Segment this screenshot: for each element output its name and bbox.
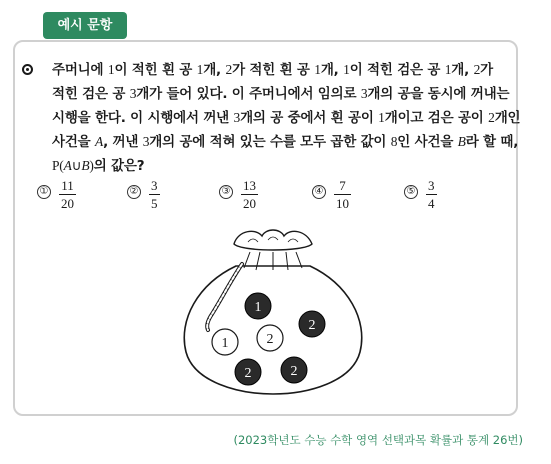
question-line-4: 사건을 A, 꺼낸 3개의 공에 적혀 있는 수를 모두 곱한 값이 8인 사건을 B라 할 때, [52,134,519,150]
svg-text:1: 1 [254,300,262,315]
choice-number: ① [37,185,51,199]
ball-black-3 [235,359,261,385]
question-line-3: 시행을 한다. 이 시행에서 꺼낸 3개의 공 중에서 흰 공이 1개이고 검은 공이 2개인 [52,110,521,126]
choice-fraction: 3 4 [428,178,435,211]
choice-number: ② [127,185,141,199]
ball-white-1 [212,329,238,355]
question-line-5: P(A∪B)의 값은? [52,158,145,174]
ball-black-1 [245,293,271,319]
choice-number: ③ [219,185,233,199]
example-question-tag: 예시 문항 [43,12,127,39]
choice-fraction: 7 10 [336,178,349,211]
bag-illustration [178,222,368,398]
choice-fraction: 13 20 [243,178,256,211]
choice-number: ⑤ [404,185,418,199]
choice-fraction: 11 20 [61,178,74,211]
svg-text:2: 2 [308,318,316,333]
question-line-2: 적힌 검은 공 3개가 들어 있다. 이 주머니에서 임의로 3개의 공을 동시에 꺼내는 [52,86,510,102]
ball-black-4 [281,357,307,383]
svg-text:2: 2 [290,364,298,379]
choice-fraction: 3 5 [151,178,158,211]
choice-number: ④ [312,185,326,199]
svg-text:1: 1 [221,336,229,351]
ball-white-2 [257,325,283,351]
radio-bullet-icon [22,64,33,75]
ball-black-2 [299,311,325,337]
source-citation: (2023학년도 수능 수학 영역 선택과목 확률과 통계 26번) [233,433,523,447]
svg-text:2: 2 [266,332,274,347]
bag-top [234,230,312,250]
question-line-1: 주머니에 1이 적힌 흰 공 1개, 2가 적힌 흰 공 1개, 1이 적힌 검은 공 1개, 2가 [52,62,493,78]
svg-text:2: 2 [244,366,252,381]
